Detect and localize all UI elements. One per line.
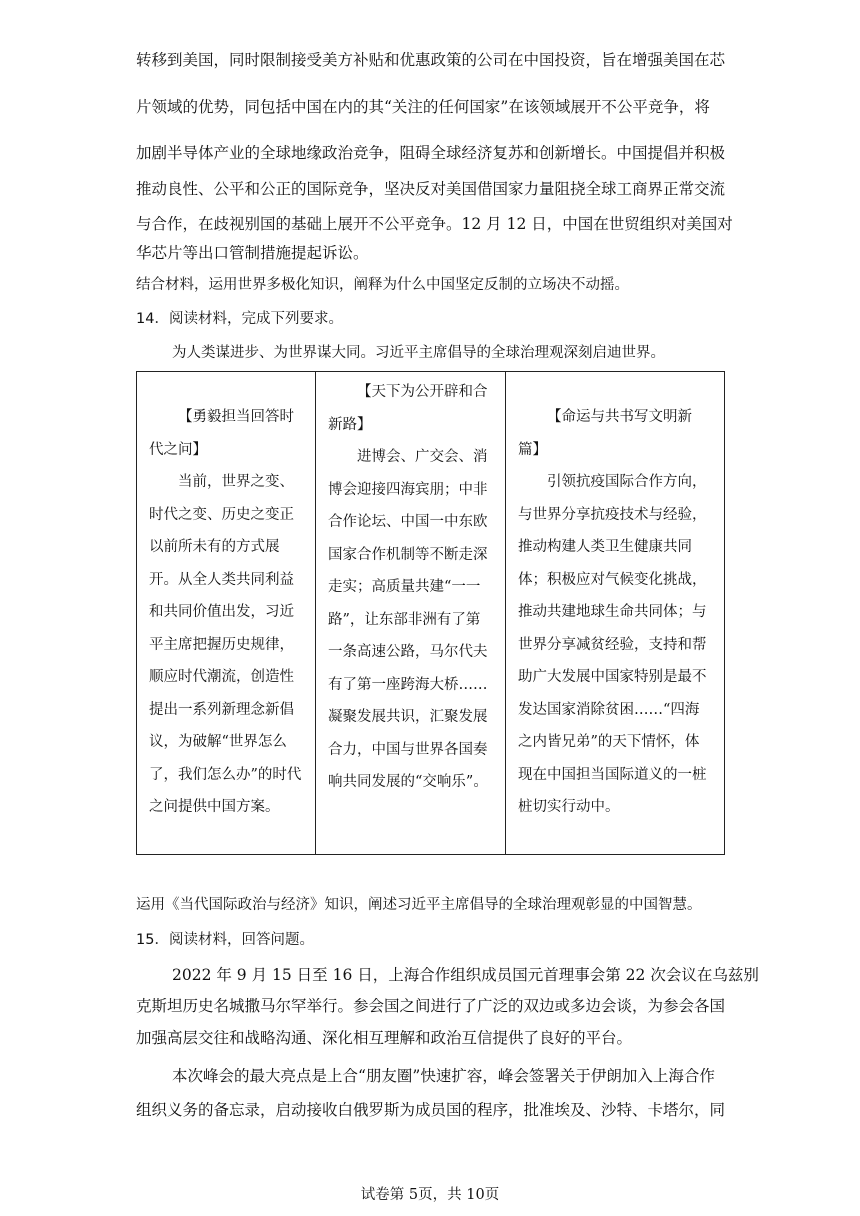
paragraph-line: 华芯片等出口管制措施提起诉讼。 [136, 244, 369, 262]
paragraph-line: 组织义务的备忘录，启动接收白俄罗斯为成员国的程序，批准埃及、沙特、卡塔尔，同 [136, 1101, 726, 1119]
material-cell-3 [506, 372, 725, 855]
cell-heading: 【天下为公开辟和合新路】 [328, 384, 488, 433]
material-table [136, 371, 725, 855]
q14-intro: 为人类谋进步、为世界谋大同。习近平主席倡导的全球治理观深刻启迪世界。 [172, 345, 665, 361]
paragraph-line: 片领域的优势，同包括中国在内的其“关注的任何国家”在该领域展开不公平竞争，将 [136, 98, 710, 116]
page-footer: 试卷第 5页，共 10页 [360, 1187, 500, 1203]
q13-task: 结合材料，运用世界多极化知识，阐释为什么中国坚定反制的立场决不动摇。 [136, 277, 629, 293]
q14-title: 14．阅读材料，完成下列要求。 [136, 311, 343, 327]
cell-body: 当前，世界之变、时代之变、历史之变正以前所未有的方式展开。从全人类共同利益和共同价值出发，习近平主席把握历史规律，顺应时代潮流，创造性提出一系列新理念新倡议，为破解“世界怎么了，我们怎么办”的时代之问提供中国方案。 [149, 474, 302, 815]
material-cell-1 [137, 372, 316, 855]
paragraph-line: 转移到美国，同时限制接受美方补贴和优惠政策的公司在中国投资，旨在增强美国在芯 [136, 51, 726, 69]
paragraph-line: 加强高层交往和战略沟通、深化相互理解和政治互信提供了良好的平台。 [136, 1029, 633, 1047]
cell-heading: 【勇毅担当回答时代之问】 [149, 409, 294, 458]
cell-body: 进博会、广交会、消博会迎接四海宾朋；中非合作论坛、中国一中东欧国家合作机制等不断走深走实；高质量共建“一一路”，让东部非洲有了第一条高速公路，马尔代夫有了第一座跨海大桥……凝聚发展共识，汇聚发展合力，中国与世界各国奏响共同发展的“交响乐”。 [328, 449, 488, 790]
paragraph-line: 加剧半导体产业的全球地缘政治竞争，阻碍全球经济复苏和创新增长。中国提倡并积极 [136, 144, 726, 162]
paragraph-line: 2022 年 9 月 15 日至 16 日，上海合作组织成员国元首理事会第 22 次会议在乌兹别 [172, 966, 759, 984]
paragraph-line: 推动良性、公平和公正的国际竞争，坚决反对美国借国家力量阻挠全球工商界正常交流 [136, 180, 726, 198]
paragraph-line: 本次峰会的最大亮点是上合“朋友圈”快速扩容，峰会签署关于伊朗加入上海合作 [172, 1067, 715, 1085]
q14-task: 运用《当代国际政治与经济》知识，阐述习近平主席倡导的全球治理观彰显的中国智慧。 [136, 897, 702, 913]
cell-heading: 【命运与共书写文明新篇】 [518, 409, 692, 458]
cell-body: 引领抗疫国际合作方向，与世界分享抗疫技术与经验，推动构建人类卫生健康共同体；积极应对气候变化挑战，推动共建地球生命共同体；与世界分享减贫经验，支持和帮助广大发展中国家特别是最不发达国家消除贫困……“四海之内皆兄弟”的天下情怀，体现在中国担当国际道义的一桩桩切实行动中。 [518, 474, 707, 815]
paragraph-line: 克斯坦历史名城撒马尔罕举行。参会国之间进行了广泛的双边或多边会谈，为参会各国 [136, 997, 726, 1015]
paragraph-line: 与合作，在歧视别国的基础上展开不公平竞争。12 月 12 日，中国在世贸组织对美国对 [136, 215, 733, 233]
material-cell-2 [316, 372, 506, 855]
q15-title: 15．阅读材料，回答问题。 [136, 932, 314, 948]
